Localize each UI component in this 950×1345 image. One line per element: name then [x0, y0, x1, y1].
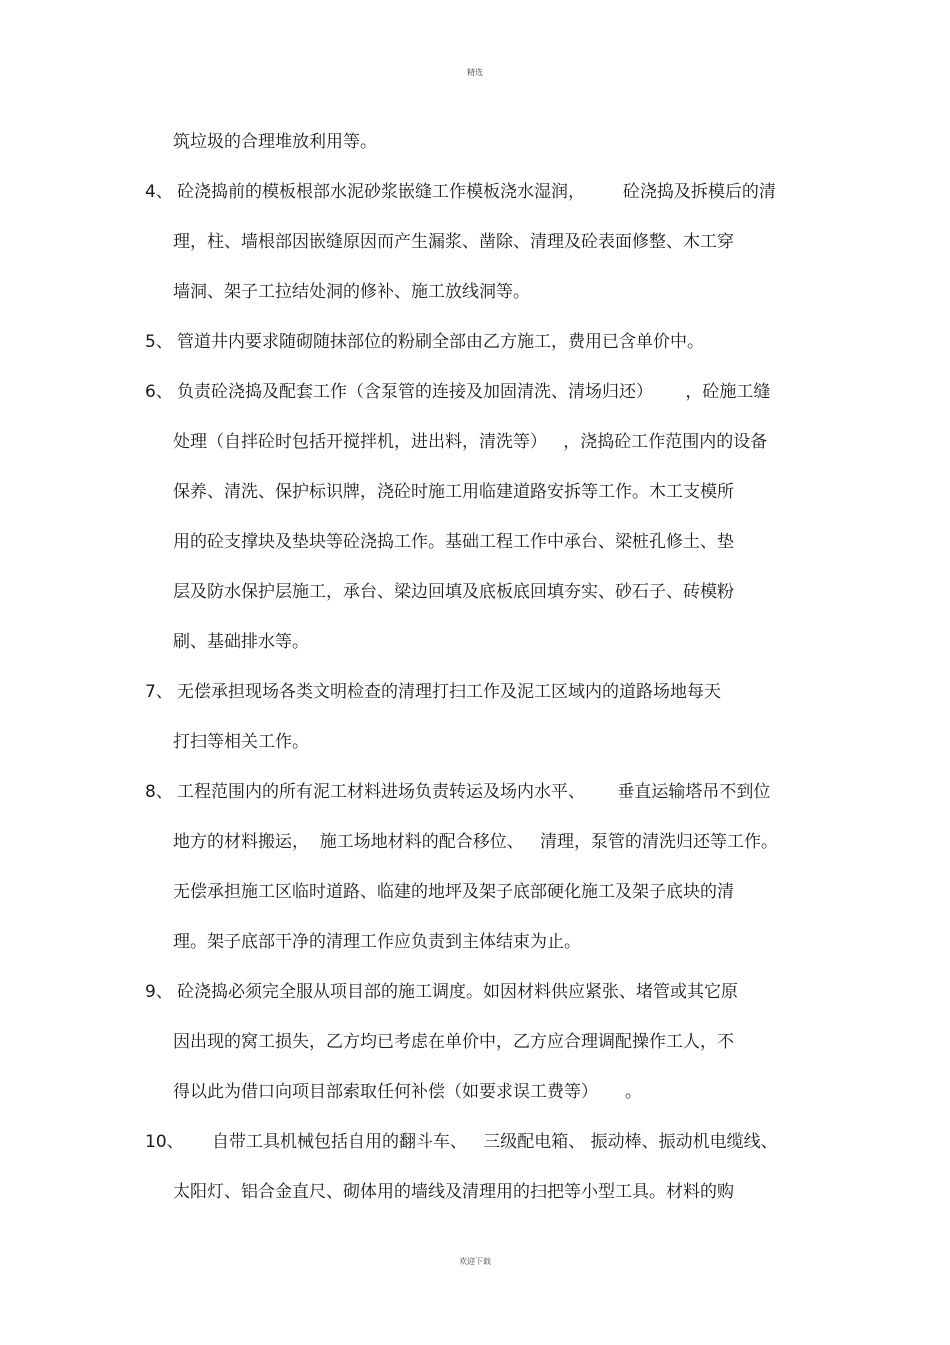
line-text: 刷、基础排水等。 [173, 632, 309, 652]
line-text: 层及防水保护层施工，承台、梁边回填及底板底回填夯实、砂石子、砖模粉 [173, 582, 734, 602]
line-text: 无偿承担现场各类文明检查的清理打扫工作及泥工区域内的道路场地每天 [177, 682, 721, 702]
text-line [0, 480, 950, 504]
text-line [0, 930, 950, 954]
text-line [0, 780, 950, 804]
line-text: 筑垃圾的合理堆放利用等。 [173, 132, 377, 152]
item-number: 10、 [145, 1132, 184, 1152]
line-text: 自带工具机械包括自用的翻斗车、 三级配电箱、 振动棒、振动机电缆线、 [212, 1132, 778, 1152]
text-line [0, 230, 950, 254]
item-number: 7、 [145, 682, 173, 702]
item-number: 4、 [145, 182, 173, 202]
text-line [0, 530, 950, 554]
line-text: 打扫等相关工作。 [173, 732, 309, 752]
line-text: 理，柱、墙根部因嵌缝原因而产生漏浆、凿除、清理及砼表面修整、木工穿 [173, 232, 734, 252]
line-text: 太阳灯、铝合金直尺、砌体用的墙线及清理用的扫把等小型工具。材料的购 [173, 1182, 734, 1202]
text-line [0, 730, 950, 754]
text-line [0, 1180, 950, 1204]
page-header-mark: 精选 [467, 68, 483, 77]
line-text: 砼浇捣必须完全服从项目部的施工调度。如因材料供应紧张、堵管或其它原 [177, 982, 738, 1002]
text-line [0, 880, 950, 904]
text-line [0, 380, 950, 404]
text-line [0, 330, 950, 354]
line-text: 工程范围内的所有泥工材料进场负责转运及场内水平、 垂直运输塔吊不到位 [177, 782, 771, 802]
line-text: 墙洞、架子工拉结处洞的修补、施工放线洞等。 [173, 282, 530, 302]
text-line [0, 830, 950, 854]
line-text: 管道井内要求随砌随抹部位的粉刷全部由乙方施工，费用已含单价中。 [177, 332, 704, 352]
text-line [0, 130, 950, 154]
text-line [0, 1130, 950, 1154]
text-line [0, 180, 950, 204]
line-text: 处理（自拌砼时包括开搅拌机，进出料，清洗等） ，浇捣砼工作范围内的设备 [173, 432, 768, 452]
text-line [0, 1030, 950, 1054]
item-number: 6、 [145, 382, 173, 402]
line-text: 得以此为借口向项目部索取任何补偿（如要求误工费等） 。 [173, 1082, 643, 1102]
line-text: 砼浇捣前的模板根部水泥砂浆嵌缝工作模板浇水湿润， 砼浇捣及拆模后的清 [177, 182, 776, 202]
page-footer-mark: 欢迎下载 [459, 1257, 491, 1266]
item-number: 9、 [145, 982, 173, 1002]
text-line [0, 980, 950, 1004]
line-text: 因出现的窝工损失，乙方均已考虑在单价中，乙方应合理调配操作工人，不 [173, 1032, 734, 1052]
line-text: 理。架子底部干净的清理工作应负责到主体结束为止。 [173, 932, 581, 952]
text-line [0, 430, 950, 454]
line-text: 保养、清洗、保护标识牌，浇砼时施工用临建道路安拆等工作。木工支模所 [173, 482, 734, 502]
line-text: 无偿承担施工区临时道路、临建的地坪及架子底部硬化施工及架子底块的清 [173, 882, 734, 902]
text-line [0, 280, 950, 304]
item-number: 8、 [145, 782, 173, 802]
line-text: 用的砼支撑块及垫块等砼浇捣工作。基础工程工作中承台、梁桩孔修土、垫 [173, 532, 734, 552]
text-line [0, 1080, 950, 1104]
line-text: 地方的材料搬运， 施工场地材料的配合移位、 清理，泵管的清洗归还等工作。 [173, 832, 779, 852]
text-line [0, 580, 950, 604]
line-text: 负责砼浇捣及配套工作（含泵管的连接及加固清洗、清场归还） ，砼施工缝 [177, 382, 771, 402]
text-line [0, 680, 950, 704]
item-number: 5、 [145, 332, 173, 352]
text-line [0, 630, 950, 654]
